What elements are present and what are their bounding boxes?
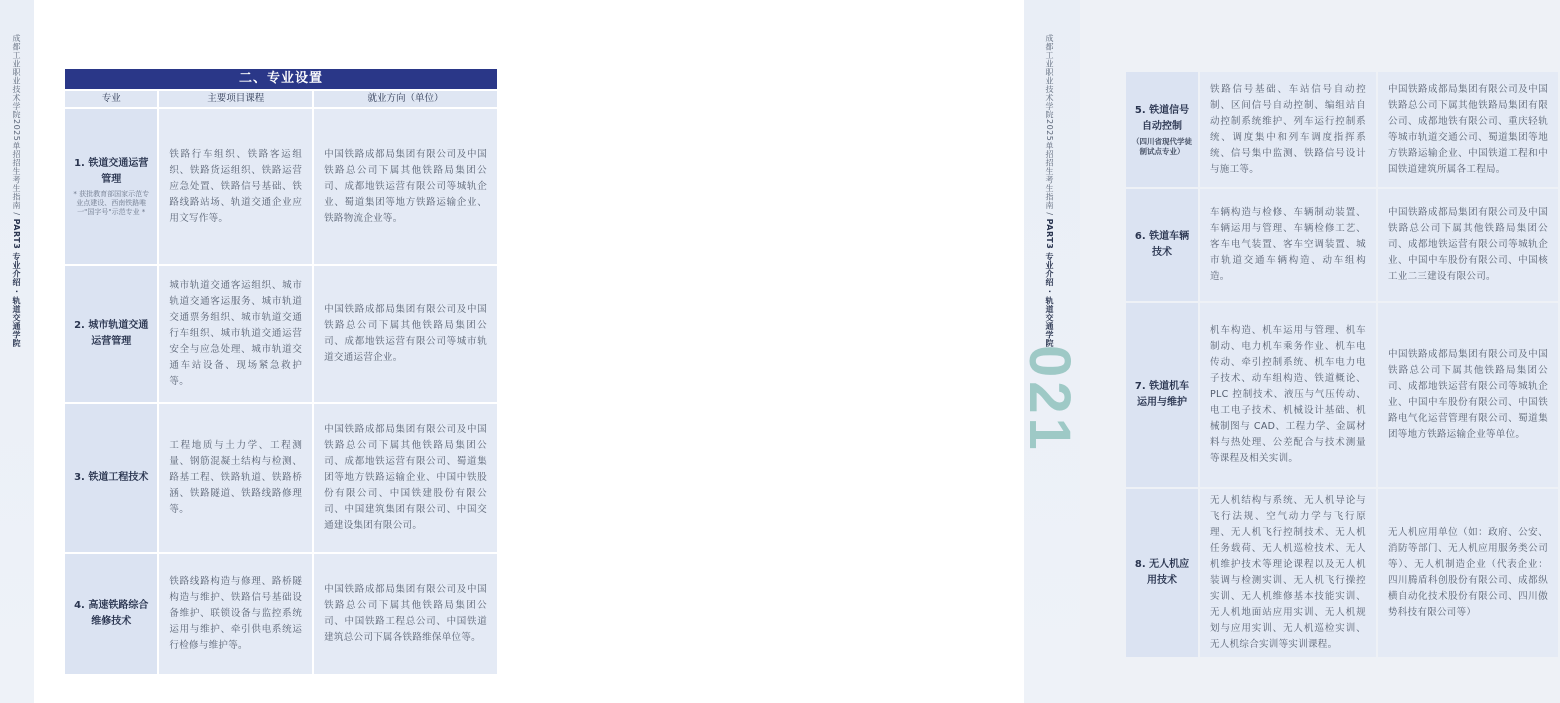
page-number: 021	[1017, 345, 1082, 454]
major-jobs: 中国铁路成都局集团有限公司及中国铁路总公司下属其他铁路局集团公司、成都地铁运营有限公司等城市轨道交通运营企业。	[314, 266, 497, 402]
major-name: 4. 高速铁路综合维修技术	[65, 554, 157, 674]
major-jobs: 无人机应用单位（如：政府、公安、消防等部门、无人机应用服务类公司等）、无人机制造企业（代表企业：四川腾盾科创股份有限公司、成都纵横自动化技术股份有限公司、四川傲势科技有限公司等）	[1378, 489, 1558, 657]
table-row	[65, 554, 497, 674]
table-row	[1126, 303, 1558, 487]
major-courses: 铁路信号基础、车站信号自动控制、区间信号自动控制、编组站自动控制系统维护、列车运行控制系统、调度集中和列车调度指挥系统、信号集中监测、铁路信号设计与施工等。	[1200, 72, 1376, 187]
header-major: 专业	[65, 91, 157, 107]
major-jobs: 中国铁路成都局集团有限公司及中国铁路总公司下属其他铁路局集团有限公司、成都地铁有限公司、重庆轻轨等城市轨道交通公司、蜀道集团等地方铁路运输企业、中国铁道工程和中国铁道建筑所属各工程局。	[1378, 72, 1558, 187]
majors-table-right	[1124, 70, 1560, 659]
section-title: 二、专业设置	[65, 69, 497, 89]
left-page	[0, 0, 540, 703]
major-courses: 城市轨道交通客运组织、城市轨道交通客运服务、城市轨道交通票务组织、城市轨道交通行车组织、城市轨道交通运营安全与应急处理、城市轨道交通车站设备、现场紧急救护等。	[159, 266, 312, 402]
banner-part: PART3 专业介绍 · 轨道交通学院	[1045, 218, 1054, 348]
major-name: 6. 铁道车辆技术	[1126, 189, 1198, 301]
major-name: 5. 铁道信号自动控制 （四川省现代学徒制试点专业）	[1126, 72, 1198, 187]
table-row	[65, 404, 497, 552]
major-courses: 铁路行车组织、铁路客运组织、铁路货运组织、铁路运营应急处置、铁路信号基础、铁路线路站场、轨道交通企业应用文写作等。	[159, 109, 312, 264]
major-courses: 工程地质与土力学、工程测量、钢筋混凝土结构与检测、路基工程、铁路轨道、铁路桥涵、铁路隧道、铁路线路修理等。	[159, 404, 312, 552]
major-jobs: 中国铁路成都局集团有限公司及中国铁路总公司下属其他铁路局集团公司、成都地铁运营有限公司等城轨企业、蜀道集团等地方铁路运输企业、铁路物流企业等。	[314, 109, 497, 264]
banner-prefix: 成都工业职业技术学院2025单招招生考生指南 /	[12, 34, 21, 219]
right-side-banner	[1044, 34, 1055, 348]
left-side-banner	[11, 34, 22, 348]
table-row	[65, 109, 497, 264]
left-side-strip	[0, 0, 34, 703]
major-courses: 车辆构造与检修、车辆制动装置、车辆运用与管理、车辆检修工艺、客车电气装置、客车空调装置、城市轨道交通车辆构造、动车组构造。	[1200, 189, 1376, 301]
right-page	[540, 0, 1548, 703]
major-courses: 铁路线路构造与修理、路桥隧构造与维护、铁路信号基础设备维护、联锁设备与监控系统运用与维护、牵引供电系统运行检修与维护等。	[159, 554, 312, 674]
major-courses: 机车构造、机车运用与管理、机车制动、电力机车乘务作业、机车电传动、牵引控制系统、机车电力电子技术、动车组构造、铁道概论、PLC 控制技术、液压与气压传动、电工电子技术、机械设计基础、机械制图与 CAD、工程力学、金属材料与热处理、公差配合与技术测量等课程及相关实训。	[1200, 303, 1376, 487]
major-name: 1. 铁道交通运营管理 * 获批教育部国家示范专业点建设、西南铁路唯一"国字号"示范专业 *	[65, 109, 157, 264]
major-jobs: 中国铁路成都局集团有限公司及中国铁路总公司下属其他铁路局集团公司、成都地铁运营有限公司等城轨企业、中国中车股份有限公司、中国铁路电气化运营管理有限公司、蜀道集团等地方铁路运输企业等单位。	[1378, 303, 1558, 487]
major-name: 8. 无人机应用技术	[1126, 489, 1198, 657]
table-row	[1126, 489, 1558, 657]
banner-prefix: 成都工业职业技术学院2025单招招生考生指南 /	[1045, 34, 1054, 219]
major-name: 7. 铁道机车运用与维护	[1126, 303, 1198, 487]
major-name: 2. 城市轨道交通运营管理	[65, 266, 157, 402]
major-courses: 无人机结构与系统、无人机导论与飞行法规、空气动力学与飞行原理、无人机飞行控制技术、无人机任务载荷、无人机巡检技术、无人机维护技术等理论课程以及无人机装调与检测实训、无人机飞行操控实训、无人机维修基本技能实训、无人机地面站应用实训、无人机规划与应用实训、无人机巡检实训、无人机综合实训等实训课程。	[1200, 489, 1376, 657]
majors-table-left	[63, 67, 499, 676]
major-name: 3. 铁道工程技术	[65, 404, 157, 552]
header-jobs: 就业方向（单位）	[314, 91, 497, 107]
major-subtitle: （四川省现代学徒制试点专业）	[1132, 136, 1192, 156]
major-jobs: 中国铁路成都局集团有限公司及中国铁路总公司下属其他铁路局集团公司、中国铁路工程总公司、中国铁道建筑总公司下属各铁路维保单位等。	[314, 554, 497, 674]
header-courses: 主要项目课程	[159, 91, 312, 107]
table-row	[1126, 189, 1558, 301]
major-jobs: 中国铁路成都局集团有限公司及中国铁路总公司下属其他铁路局集团公司、成都地铁运营有限公司等城轨企业、中国中车股份有限公司、中国核工业二三建设有限公司。	[1378, 189, 1558, 301]
banner-part: PART3 专业介绍 · 轨道交通学院	[12, 218, 21, 348]
table-row	[1126, 72, 1558, 187]
table-row	[65, 266, 497, 402]
major-note: * 获批教育部国家示范专业点建设、西南铁路唯一"国字号"示范专业 *	[73, 190, 150, 216]
major-jobs: 中国铁路成都局集团有限公司及中国铁路总公司下属其他铁路局集团公司、成都地铁运营有限公司、蜀道集团等地方铁路运输企业、中国中铁股份有限公司、中国铁建股份有限公司、中国建筑集团有限公司、中国交通建设集团有限公司。	[314, 404, 497, 552]
